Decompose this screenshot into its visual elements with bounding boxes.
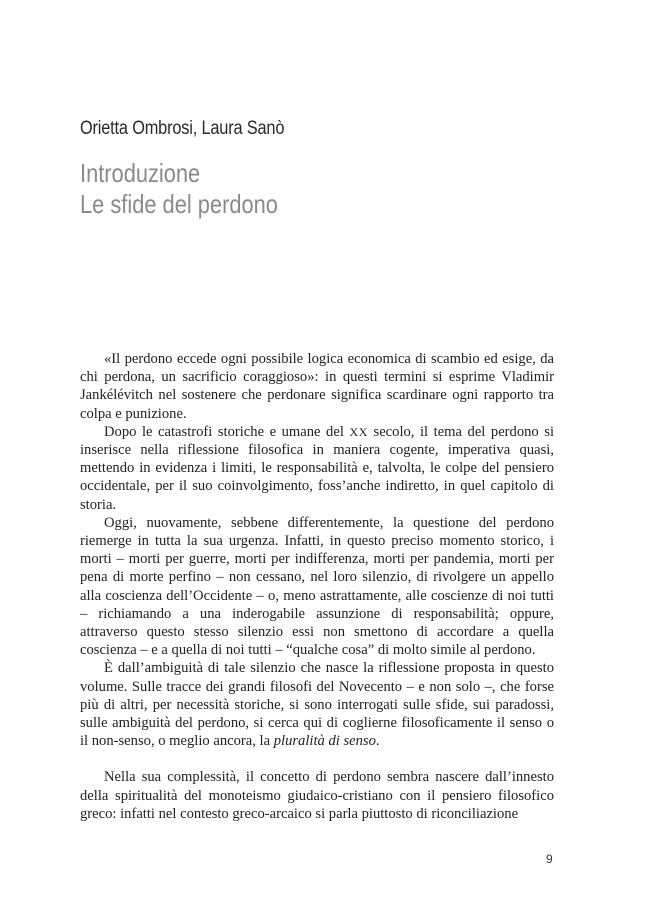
chapter-authors: Orietta Ombrosi, Laura Sanò — [80, 118, 285, 139]
italic-phrase: pluralità di senso — [273, 733, 376, 750]
chapter-title-line-1: Introduzione — [80, 158, 201, 188]
century-numeral: XX — [349, 424, 368, 439]
paragraph-1: «Il perdono eccede ogni possibile logica economica di scambio ed esige, da chi perdona, un sacrificio coraggioso»: in questi termini si esprime Vladimir Jankélévitch nel sostenere che perdonare significa scardinare ogni rapporto tra colpa e punizione. — [80, 351, 554, 422]
paragraph-4-end: . — [375, 733, 380, 750]
paragraph-2 — [80, 423, 554, 514]
paragraph-5: Nella sua complessità, il concetto di perdono sembra nascere dall’innesto della spiritualità del monoteismo giudaico-cristiano con il pensiero filosofico greco: infatti nel contesto greco-arcaico si parla piuttosto di riconciliazione — [80, 769, 554, 822]
page-number: 9 — [546, 852, 553, 866]
chapter-title — [80, 158, 278, 220]
paragraph-4-start: È dall’ambiguità di tale silenzio che nasce la riflessione proposta in questo volume. Sulle tracce dei grandi filosofi del Novecento – e non solo –, che forse più di altri, per necessità storiche, si sono interrogati sulle sfide, sui paradossi, sulle ambiguità del perdono, si cerca qui di coglierne filosoficamente il senso o il non-senso, o meglio ancora, la — [80, 660, 554, 750]
paragraph-4 — [80, 659, 554, 750]
paragraph-2-start: Dopo le catastrofi storiche e umane del — [104, 423, 350, 440]
chapter-body — [80, 350, 554, 823]
paragraph-2-end: secolo, il tema del perdono si inserisce nella riflessione filosofica in maniera cogente, imperativa quasi, mettendo in evidenza i limiti, le responsabilità e, talvolta, le colpe del pensiero occidentale, per il suo coinvolgimento, foss’anche indiretto, in quel capitolo di storia. — [80, 423, 554, 513]
paragraph-3: Oggi, nuovamente, sebbene differentemente, la questione del perdono riemerge in tutta la sua urgenza. Infatti, in questo preciso momento storico, i morti – morti per guerre, morti per indifferenza, morti per pandemia, morti per pena di morte perfino – non cessano, nel loro silenzio, di rivolgere un appello alla coscienza dell’Occidente – o, meno astrattamente, alle coscienze di noi tutti – richiamando a una inderogabile assunzione di responsabilità; oppure, attraverso questo stesso silenzio essi non smettono di accordare a quella coscienza – e a quella di noi tutti – “qualche cosa” di molto simile al perdono. — [80, 514, 554, 659]
chapter-title-line-2: Le sfide del perdono — [80, 189, 278, 219]
